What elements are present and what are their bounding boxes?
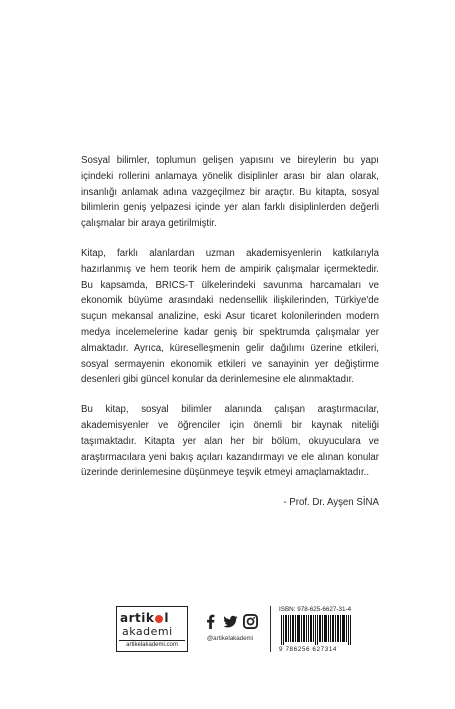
paragraph-3: Bu kitap, sosyal bilimler alanında çalışan araştırmacılar, akademisyenler ve öğrenciler için önemli bir kaynak niteliği taşımaktadır. Kitapta yer alan her bir bölüm, okuyuculara ve araştırmacılara yeni bakış açıları kazandırmayı ve ele alınan konular üzerinde derinlemesine düşünmeye teşvik etmeyi amaçlamaktadır.. [81,404,379,479]
paragraph-2: Kitap, farklı alanlardan uzman akademisyenlerin katkılarıyla hazırlanmış ve hem teorik hem de ampirik çalışmalar içermektedir. Bu kapsamda, BRICS-T ülkelerindeki savunma harcamaları ve ekonomik büyüme arasındaki nedensellik ilişkilerinden, Türkiye'de suçun mekansal analizine, eski Asur ticaret kolonilerinden modern medya incelemelerine kadar geniş bir spektrumda çalışmalar yer almaktadır. Ayrıca, küreselleşmenin gelir dağılımı üzerine etkileri, sosyal sermayenin ekonomik etkileri ve sanayinin yer değiştirme desenleri gibi güncel konular da derinlemesine ele alınmaktadır. [81,247,379,386]
isbn-block [277,606,361,653]
social-handle: @artikelakademi [206,635,254,642]
logo-subtitle: akademi [122,625,173,638]
footer [116,606,361,658]
logo-wordmark: artik l [120,611,169,625]
publisher-logo [116,606,188,652]
isbn-number: 9 786256 627314 [279,646,338,653]
paragraph-1: Sosyal bilimler, toplumun gelişen yapısını ve bireylerin bu yapı içindeki rollerini anlamaya yönelik disiplinler arası bir alan olarak, insanlığı anlamak adına vazgeçilmez bir araçtır. Bu kitapta, sosyal bilimlerin geniş yelpazesi içinde yer alan farklı disiplinlerden değerli çalışmalar bir araya getirilmiştir. [81,155,379,230]
divider [270,606,271,652]
social-block [196,606,264,642]
barcode [277,615,357,645]
logo-red-dot [155,615,163,623]
instagram-icon [243,614,258,629]
back-cover-text [81,153,379,521]
isbn-label: ISBN: 978-625-6627-31-4 [279,606,352,613]
twitter-icon [223,614,238,629]
facebook-icon [203,614,218,629]
signature: - Prof. Dr. Ayşen SİNA [283,497,379,509]
publisher-url: artikelakademi.com [119,640,185,648]
